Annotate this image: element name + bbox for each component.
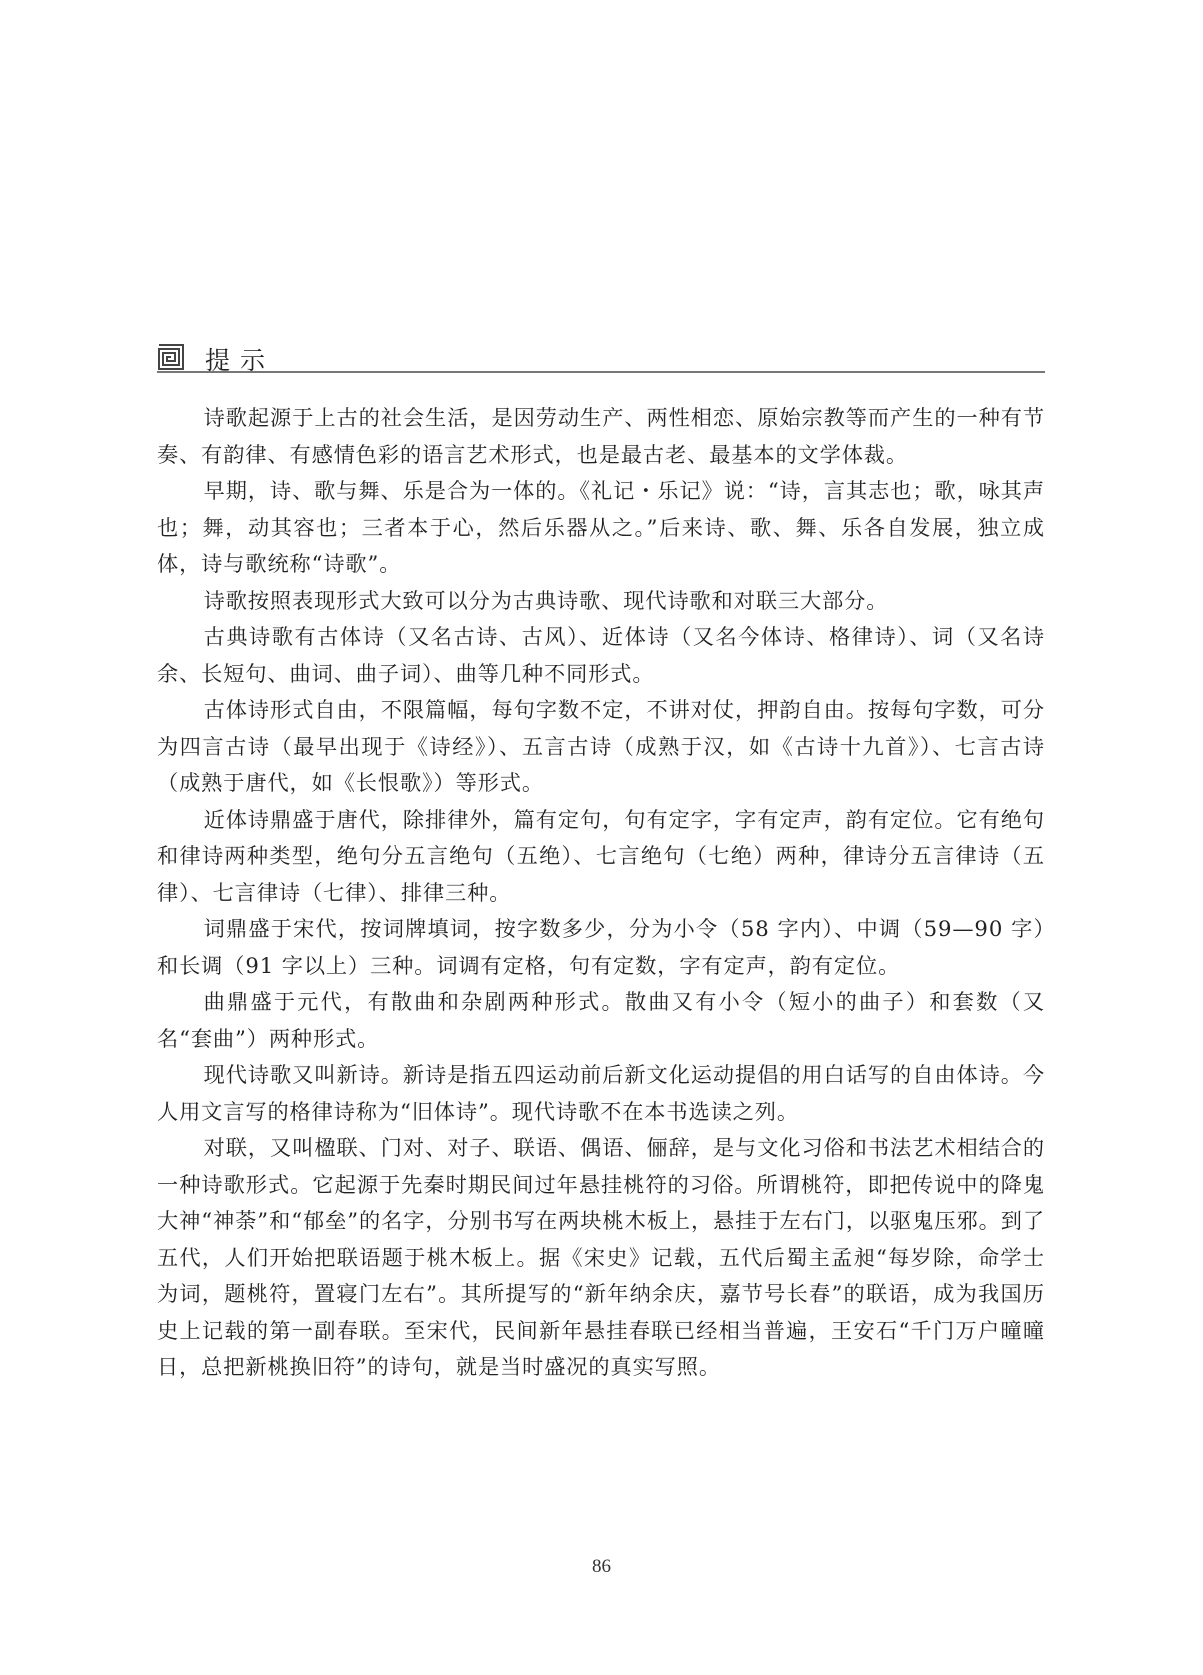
paragraph-7: 词鼎盛于宋代，按词牌填词，按字数多少，分为小令（58 字内）、中调（59—90 字）和长调（91 字以上）三种。词调有定格，句有定数，字有定声，韵有定位。 — [157, 916, 1045, 978]
paragraph-5: 古体诗形式自由，不限篇幅，每句字数不定，不讲对仗，押韵自由。按每句字数，可分为四言古诗（最早出现于《诗经》）、五言古诗（成熟于汉，如《古诗十九首》）、七言古诗（成熟于唐代，如《长恨歌》）等形式。 — [157, 697, 1045, 795]
header-divider — [157, 371, 1045, 373]
paragraph-3: 诗歌按照表现形式大致可以分为古典诗歌、现代诗歌和对联三大部分。 — [203, 587, 889, 613]
paragraph-2: 早期，诗、歌与舞、乐是合为一体的。《礼记・乐记》说：“诗，言其志也；歌，咏其声也；舞，动其容也；三者本于心，然后乐器从之。”后来诗、歌、舞、乐各自发展，独立成体，诗与歌统称“诗歌”。 — [157, 478, 1045, 576]
body-text — [157, 400, 1045, 1386]
spiral-square-icon — [157, 343, 185, 371]
paragraph-6: 近体诗鼎盛于唐代，除排律外，篇有定句，句有定字，字有定声，韵有定位。它有绝句和律诗两种类型，绝句分五言绝句（五绝）、七言绝句（七绝）两种，律诗分五言律诗（五律）、七言律诗（七律）、排律三种。 — [157, 806, 1045, 905]
page-number: 86 — [592, 1556, 611, 1577]
paragraph-4: 古典诗歌有古体诗（又名古诗、古风）、近体诗（又名今体诗、格律诗）、词（又名诗余、长短句、曲词、曲子词）、曲等几种不同形式。 — [157, 624, 1045, 686]
paragraph-9: 现代诗歌又叫新诗。新诗是指五四运动前后新文化运动提倡的用白话写的自由体诗。今人用文言写的格律诗称为“旧体诗”。现代诗歌不在本书选读之列。 — [157, 1062, 1045, 1124]
paragraph-1: 诗歌起源于上古的社会生活，是因劳动生产、两性相恋、原始宗教等而产生的一种有节奏、有韵律、有感情色彩的语言艺术形式，也是最古老、最基本的文学体裁。 — [157, 405, 1045, 467]
paragraph-10: 对联，又叫楹联、门对、对子、联语、偶语、俪辞，是与文化习俗和书法艺术相结合的一种诗歌形式。它起源于先秦时期民间过年悬挂桃符的习俗。所谓桃符，即把传说中的降鬼大神“神荼”和“郁垒”的名字，分别书写在两块桃木板上，悬挂于左右门，以驱鬼压邪。到了五代，人们开始把联语题于桃木板上。据《宋史》记载，五代后蜀主孟昶“每岁除，命学士为词，题桃符，置寝门左右”。其所提写的“新年纳余庆，嘉节号长春”的联语，成为我国历史上记载的第一副春联。至宋代，民间新年悬挂春联已经相当普遍，王安石“千门万户曈曈日，总把新桃换旧符”的诗句，就是当时盛况的真实写照。 — [157, 1135, 1045, 1379]
section-title: 提示 — [205, 346, 276, 375]
paragraph-8: 曲鼎盛于元代，有散曲和杂剧两种形式。散曲又有小令（短小的曲子）和套数（又名“套曲”）两种形式。 — [157, 989, 1045, 1051]
section-header — [157, 343, 1045, 373]
